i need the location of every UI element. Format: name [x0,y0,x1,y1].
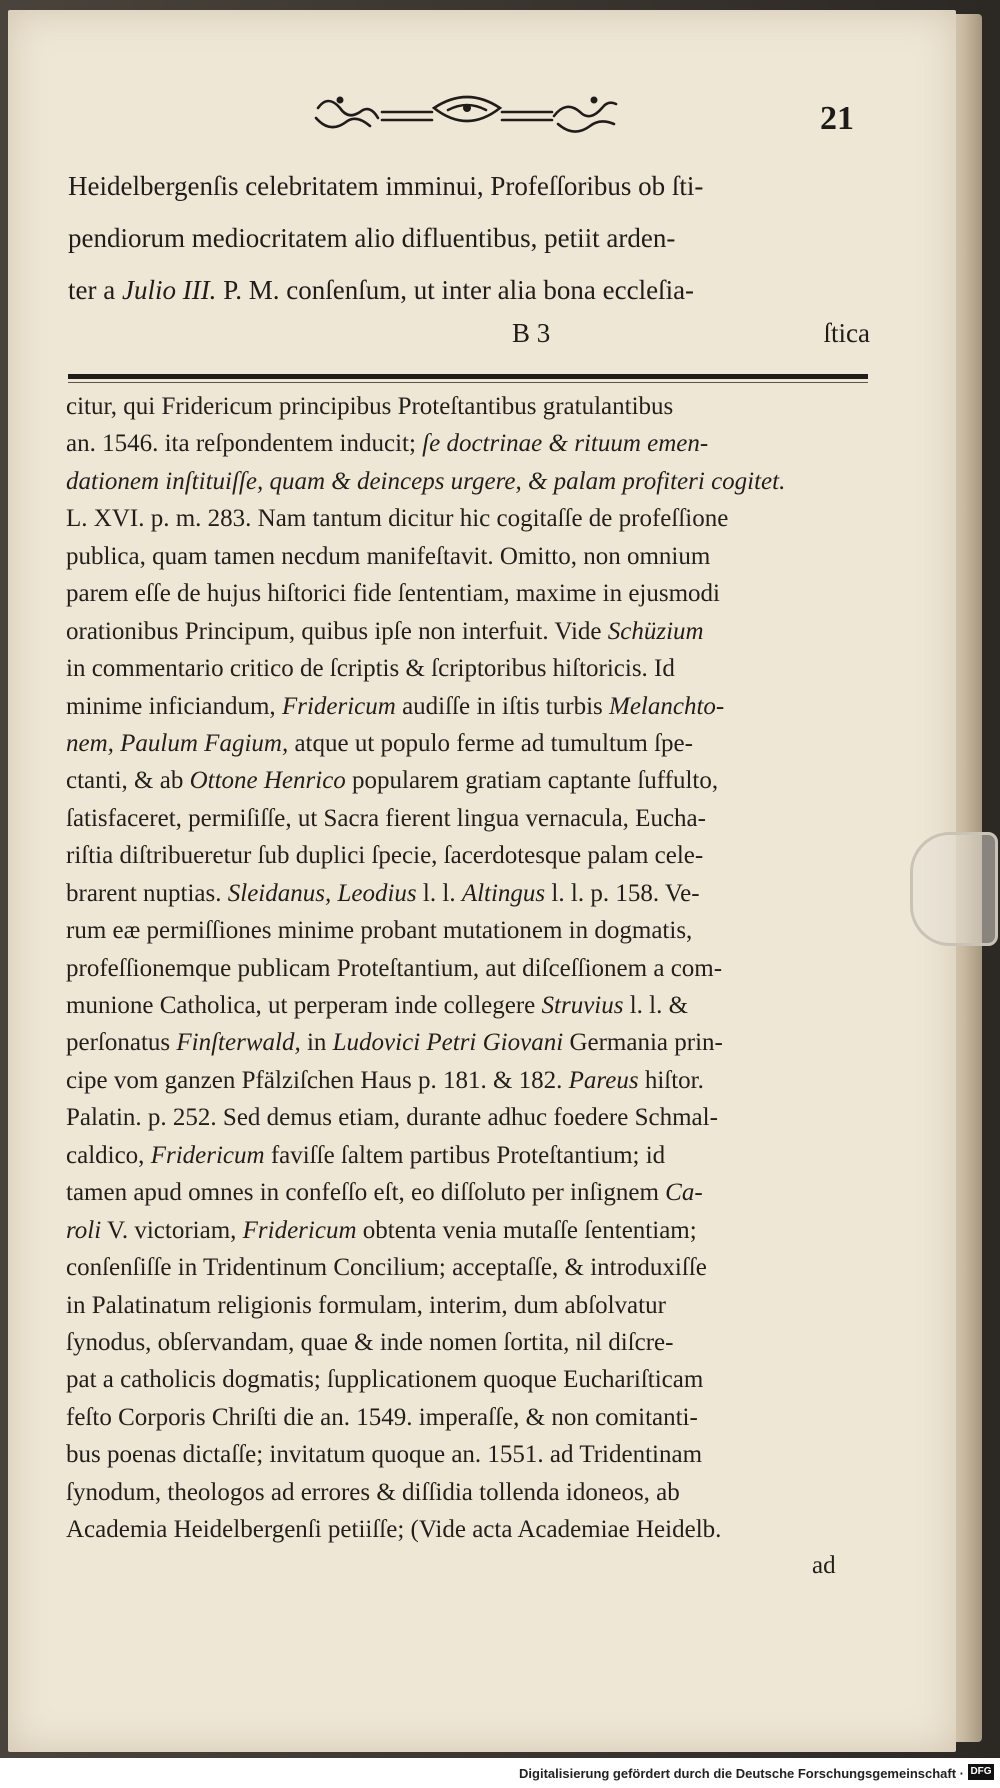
footnote-line [66,762,872,799]
text-run: l. l. [416,879,462,907]
separator-rule-thin [68,382,868,383]
footnote-line [66,388,872,425]
footnote-line [66,650,872,687]
italic-run: nem, Paulum Fagium, [66,729,289,757]
separator-rule [68,374,868,379]
text-run: ſatisfaceret, permiſiſſe, ut Sacra fierent lingua vernacula, Eucha- [66,804,706,832]
main-text-line: pendiorum mediocritatem alio difluentibus, petiit arden- [68,223,676,253]
text-run: pat a catholicis dogmatis; ſupplicationem quoque Euchariſticam [66,1366,704,1394]
text-run: feſto Corporis Chriſti die an. 1549. imperaſſe, & non comitanti- [66,1403,698,1431]
italic-run: Julio III. [121,275,217,305]
text-run: minime inficiandum, [66,692,282,720]
footnote-line [66,1511,872,1548]
text-run: cipe vom ganzen Pfälziſchen Haus p. 181. & 182. [66,1066,569,1094]
text-run: l. l. & [623,992,689,1019]
text-run: tamen apud omnes in confeſſo eſt, eo diſſoluto per inſignem [66,1179,666,1207]
text-run: rum eæ permiſſiones minime probant mutationem in dogmatis, [66,917,693,945]
text-run: an. 1546. ita reſpondentem inducit; [66,430,423,458]
text-run: citur, qui Fridericum principibus Proteſtantibus gratulantibus [66,393,674,420]
text-run: parem eſſe de hujus hiſtorici fide ſententiam, maxime in ejusmodi [66,580,720,608]
footnote-line [66,1361,872,1398]
text-run: in Palatinatum religionis formulam, interim, dum abſolvatur [66,1291,666,1319]
footnote-line [66,987,872,1024]
text-run: orationibus Principum, quibus ipſe non interfuit. Vide [66,617,608,645]
dfg-logo: DFG [968,1764,994,1780]
signature-row [68,318,868,358]
text-run: ſynodus, obſervandam, quae & inde nomen ſortita, nil diſcre- [66,1328,674,1356]
footnote-line [66,1024,872,1061]
text-run: munione Catholica, ut perperam inde collegere [66,992,542,1019]
text-run: conſenſiſſe in Tridentinum Concilium; acceptaſſe, & introduxiſſe [66,1254,707,1282]
footnote-line [66,1137,872,1174]
text-run: atque ut populo ferme ad tumultum ſpe- [288,729,693,757]
italic-run: roli [66,1216,102,1244]
italic-run: ſe doctrinae & rituum emen- [422,430,709,458]
catchword-top: ſtica [823,318,870,348]
footnote-line [66,1099,872,1136]
text-run: L. XVI. p. m. 283. Nam tantum dicitur hic cogitaſſe de profeſſione [66,505,729,533]
footnote-line [66,1324,872,1361]
footnote-line [66,1062,872,1099]
italic-run: Ca- [665,1179,703,1207]
italic-run: Melanchto- [609,692,725,720]
text-run: Academia Heidelbergenſi petiiſſe; (Vide acta Academiae Heidelb. [66,1516,722,1544]
text-run: publica, quam tamen necdum manifeſtavit. Omitto, non omnium [66,542,711,570]
italic-run: Fridericum [242,1216,357,1244]
main-text-line: Heidelbergenſis celebritatem imminui, Profeſſoribus ob ſti- [68,171,704,201]
text-run: audiſſe in iſtis turbis [395,692,609,720]
digitization-credit: Digitalisierung gefördert durch die Deutsche Forschungsgemeinschaft · [519,1766,964,1781]
text-run: bus poenas dictaſſe; invitatum quoque an. 1551. ad Tridentinam [66,1441,703,1469]
text-run: ſynodum, theologos ad errores & diſſidia tollenda idoneos, ab [66,1478,680,1506]
text-run: brarent nuptias. [66,879,228,907]
text-run: in commentario critico de ſcriptis & ſcriptoribus hiſtoricis. Id [66,655,675,683]
text-run: ter a [68,275,122,305]
main-text-line [68,264,868,316]
text-run: riſtia diſtribueretur ſub duplici ſpecie, ſacerdotesque palam cele- [66,842,704,870]
text-run: perſonatus [66,1029,177,1057]
italic-run: Sleidanus, Leodius [227,879,417,907]
footnote-line [66,613,872,650]
main-text-top [68,160,868,316]
footnote-line [66,950,872,987]
footnote-line [66,1474,872,1511]
footnote-line [66,1212,872,1249]
text-run: Germania prin- [563,1029,723,1057]
signature-mark: B 3 [512,318,551,348]
footnote-line [66,425,872,462]
text-run: Palatin. p. 252. Sed demus etiam, durante adhuc foedere Schmal- [66,1104,718,1132]
footnote-line [66,912,872,949]
text-run: faviſſe ſaltem partibus Proteſtantium; id [264,1141,666,1169]
footnote-line [66,538,872,575]
text-run: P. M. conſenſum, ut inter alia bona eccleſia- [216,275,695,305]
italic-run: dationem inſtituiſſe, quam & deinceps urgere, & palam profiteri cogitet. [66,467,786,495]
italic-run: Struvius [541,992,624,1019]
footnote-line [66,725,872,762]
italic-run: Fridericum [150,1141,265,1169]
text-run: ctanti, & ab [66,767,190,795]
footnote-line [66,837,872,874]
text-run: in [300,1029,333,1057]
footnote-line [66,1249,872,1286]
footnote-line [66,1287,872,1324]
italic-run: Altingus [461,879,546,907]
italic-run: Ludovici Petri Giovani [332,1029,564,1057]
footnote-line [66,575,872,612]
catchword-bottom: ad [812,1552,836,1579]
text-run: obtenta venia mutaſſe ſententiam; [356,1216,697,1244]
footnote-line [66,1174,872,1211]
text-run: l. l. p. 158. Ve- [545,879,700,907]
ornament-headpiece [312,88,622,144]
italic-run: Pareus [568,1066,639,1094]
page-number: 21 [820,100,854,137]
text-run: V. victoriam, [101,1216,243,1244]
italic-run: Fridericum [281,692,396,720]
text-run: popularem gratiam captante ſuffulto, [345,767,719,795]
footnote-line [66,463,872,500]
footnote-line [66,800,872,837]
footnote-line [66,688,872,725]
paper-clip [910,832,998,946]
text-run: hiſtor. [638,1066,704,1094]
footnote-line [66,875,872,912]
text-run: profeſſionemque publicam Proteſtantium, aut diſceſſionem a com- [66,954,723,982]
footnote-line [66,500,872,537]
footnote-line [66,1436,872,1473]
footnote-text [66,388,872,1549]
italic-run: Ottone Henrico [189,767,346,795]
italic-run: Schüzium [607,617,704,645]
text-run: caldico, [66,1141,151,1169]
footnote-line [66,1399,872,1436]
italic-run: Finſterwald, [176,1029,301,1057]
